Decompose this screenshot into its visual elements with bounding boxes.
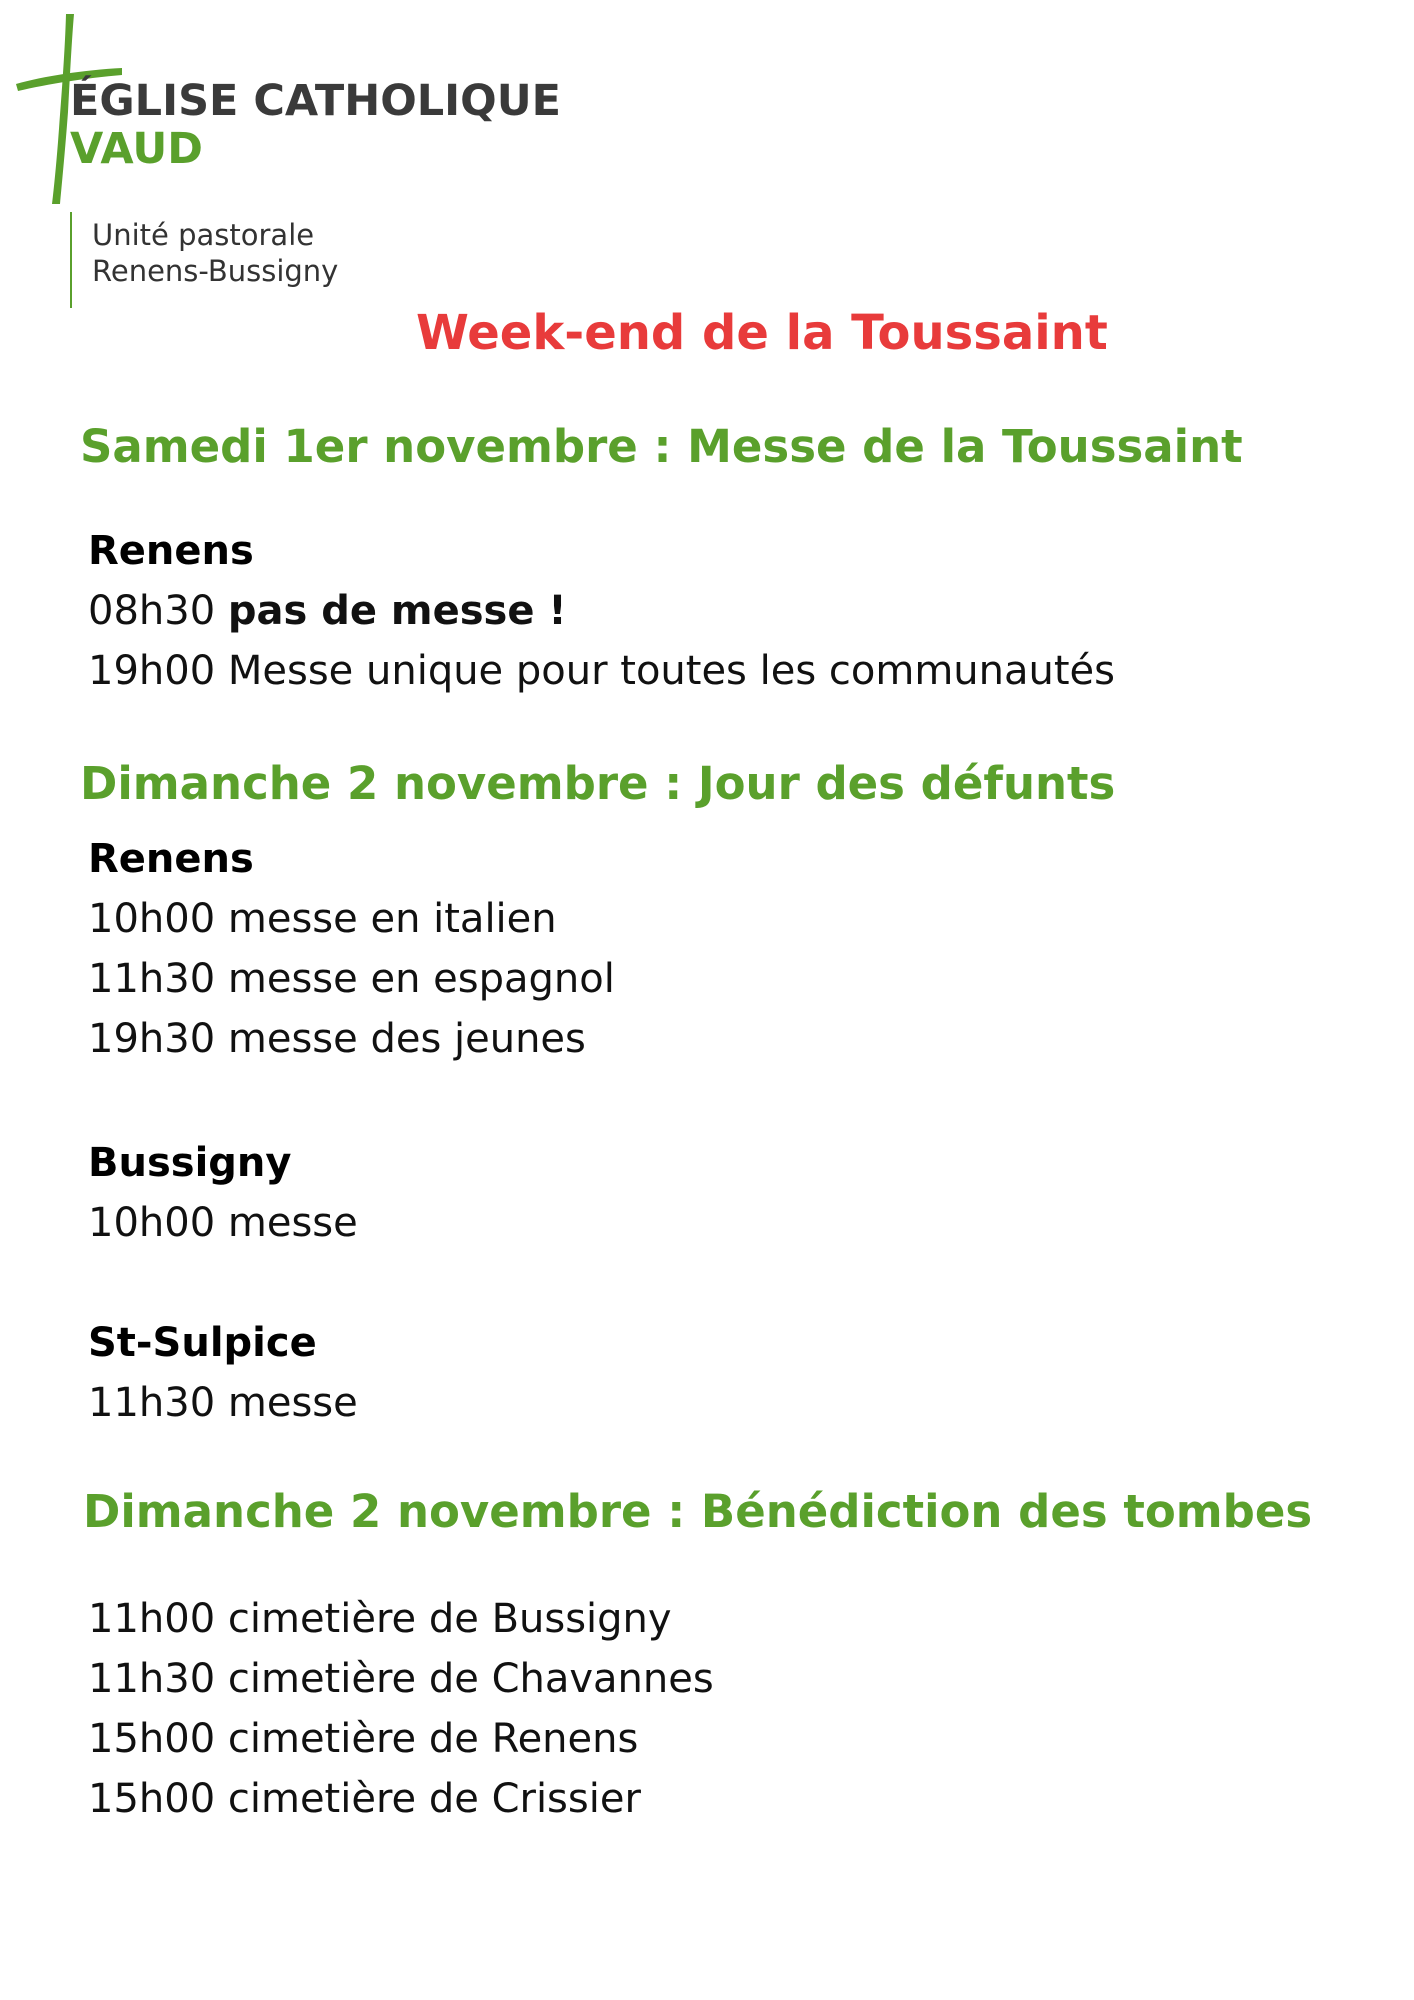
schedule-text: cimetière de Renens [227,1716,639,1762]
schedule-line [88,648,1115,694]
schedule-line [88,1016,586,1062]
section-title-saturday: Samedi 1er novembre : Messe de la Toussaint [80,420,1243,473]
schedule-text: cimetière de Crissier [227,1776,641,1822]
schedule-time: 11h30 [88,1656,216,1702]
schedule-time: 11h30 [88,1380,216,1426]
schedule-text: Messe unique pour toutes les communautés [227,648,1115,694]
schedule-line [88,1656,714,1702]
schedule-line [88,1596,672,1642]
schedule-text-emphasis: pas de messe ! [227,588,567,634]
schedule-time: 10h00 [88,1200,216,1246]
section-title-sunday-defunts: Dimanche 2 novembre : Jour des défunts [80,757,1116,810]
page-title: Week-end de la Toussaint [416,305,1108,361]
schedule-time: 19h30 [88,1016,216,1062]
location-bussigny: Bussigny [88,1140,292,1186]
schedule-text: messe [227,1380,358,1426]
logo-subtitle-line2: Renens-Bussigny [92,254,339,288]
schedule-time: 11h00 [88,1596,216,1642]
location-renens: Renens [88,528,254,574]
schedule-text: cimetière de Chavannes [227,1656,714,1702]
schedule-text: cimetière de Bussigny [227,1596,672,1642]
schedule-line [88,1716,638,1762]
schedule-time: 08h30 [88,588,216,634]
schedule-text: messe en espagnol [227,956,615,1002]
schedule-line [88,896,557,942]
schedule-time: 15h00 [88,1716,216,1762]
logo-title-line1: ÉGLISE CATHOLIQUE [70,76,561,126]
schedule-line [88,1776,641,1822]
schedule-text: messe [227,1200,358,1246]
logo-subtitle-line1: Unité pastorale [92,218,315,252]
schedule-line [88,956,615,1002]
schedule-text: messe en italien [227,896,557,942]
schedule-time: 15h00 [88,1776,216,1822]
location-renens: Renens [88,836,254,882]
schedule-line [88,1380,358,1426]
logo-divider [70,212,72,308]
schedule-text: messe des jeunes [227,1016,586,1062]
logo-title-line2: VAUD [70,124,203,174]
location-st-sulpice: St-Sulpice [88,1320,317,1366]
section-title-sunday-blessing: Dimanche 2 novembre : Bénédiction des tombes [83,1485,1313,1538]
schedule-time: 10h00 [88,896,216,942]
schedule-line [88,1200,358,1246]
schedule-time: 11h30 [88,956,216,1002]
schedule-line [88,588,567,634]
schedule-time: 19h00 [88,648,216,694]
